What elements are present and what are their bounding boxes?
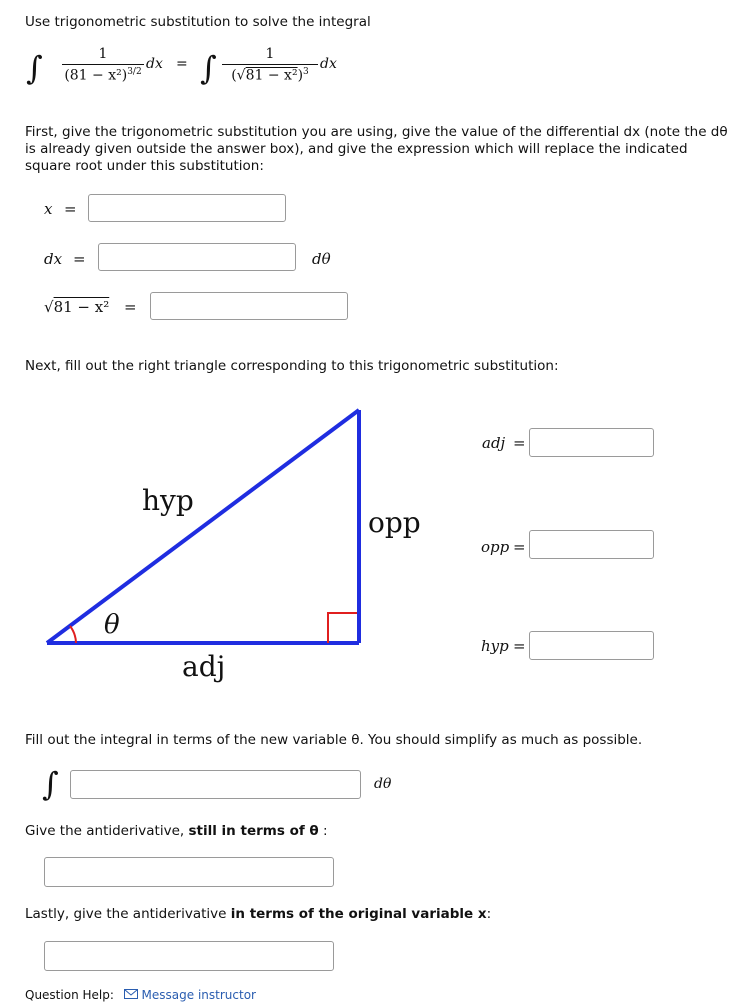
opp-equals: = <box>513 538 526 556</box>
dx-right: dx <box>320 56 337 72</box>
adj-field-label: adj <box>482 434 506 452</box>
theta-integral-sign: ∫ <box>42 765 59 803</box>
denominator-left: (81 − x²) <box>64 67 128 84</box>
adj-input[interactable] <box>529 428 654 457</box>
exponent-left: 3/2 <box>127 67 142 77</box>
theta-integral-prompt: Fill out the integral in terms of the new variable θ. You should simplify as much as possible. <box>25 732 643 748</box>
hyp-input[interactable] <box>529 631 654 660</box>
x-equals: = <box>64 200 77 218</box>
dx-label: dx <box>44 250 63 268</box>
adj-label: adj <box>182 650 226 683</box>
sqrt-equals: = <box>124 298 137 316</box>
opp-field-label: opp <box>481 538 510 556</box>
numerator-left: 1 <box>98 46 108 62</box>
x-label: x <box>44 200 53 218</box>
intro-text: Use trigonometric substitution to solve the integral <box>25 14 371 30</box>
theta-integrand-input[interactable] <box>70 770 361 799</box>
theta-label: θ <box>104 610 120 640</box>
equals-sign: = <box>176 56 188 72</box>
dx-left: dx <box>146 56 163 72</box>
dtheta-label: dθ <box>312 250 331 268</box>
dx-equals: = <box>73 250 86 268</box>
integral-sign-right: ∫ <box>200 49 217 87</box>
integral-sign-left: ∫ <box>26 49 43 87</box>
hyp-label: hyp <box>142 484 194 517</box>
hyp-field-label: hyp <box>481 637 509 655</box>
antideriv-theta-input[interactable] <box>44 857 334 887</box>
theta-integral-dtheta: dθ <box>374 776 392 792</box>
triangle-prompt: Next, fill out the right triangle corresponding to this trigonometric substitution: <box>25 358 559 374</box>
antideriv-x-prompt: Lastly, give the antiderivative in terms of the original variable x: <box>25 906 492 922</box>
opp-label: opp <box>368 506 421 539</box>
fraction-right: $\frac{1}{(√81 - x^2)^3}$ <box>222 46 318 84</box>
exponent-right: 3 <box>303 67 309 77</box>
hyp-side <box>47 410 359 643</box>
numerator-right: 1 <box>265 46 275 62</box>
antideriv-x-input[interactable] <box>44 941 334 971</box>
sqrt-label: √81 − x² <box>44 298 110 316</box>
hyp-equals: = <box>513 637 526 655</box>
denominator-right: 81 − x² <box>245 67 298 84</box>
opp-input[interactable] <box>529 530 654 559</box>
question-help-label: Question Help: <box>25 988 114 1002</box>
right-angle-marker <box>328 613 357 643</box>
theta-angle-arc <box>70 626 76 643</box>
adj-equals: = <box>513 434 526 452</box>
message-instructor-link[interactable]: Message instructor <box>141 988 256 1002</box>
antideriv-theta-prompt: Give the antiderivative, still in terms of θ : <box>25 823 328 839</box>
instructions-text: First, give the trigonometric substitution you are using, give the value of the differential dx (note the dθ is already given outside the answer box), and give the expression which will replace the indicated square root under this substitution: <box>25 124 728 174</box>
